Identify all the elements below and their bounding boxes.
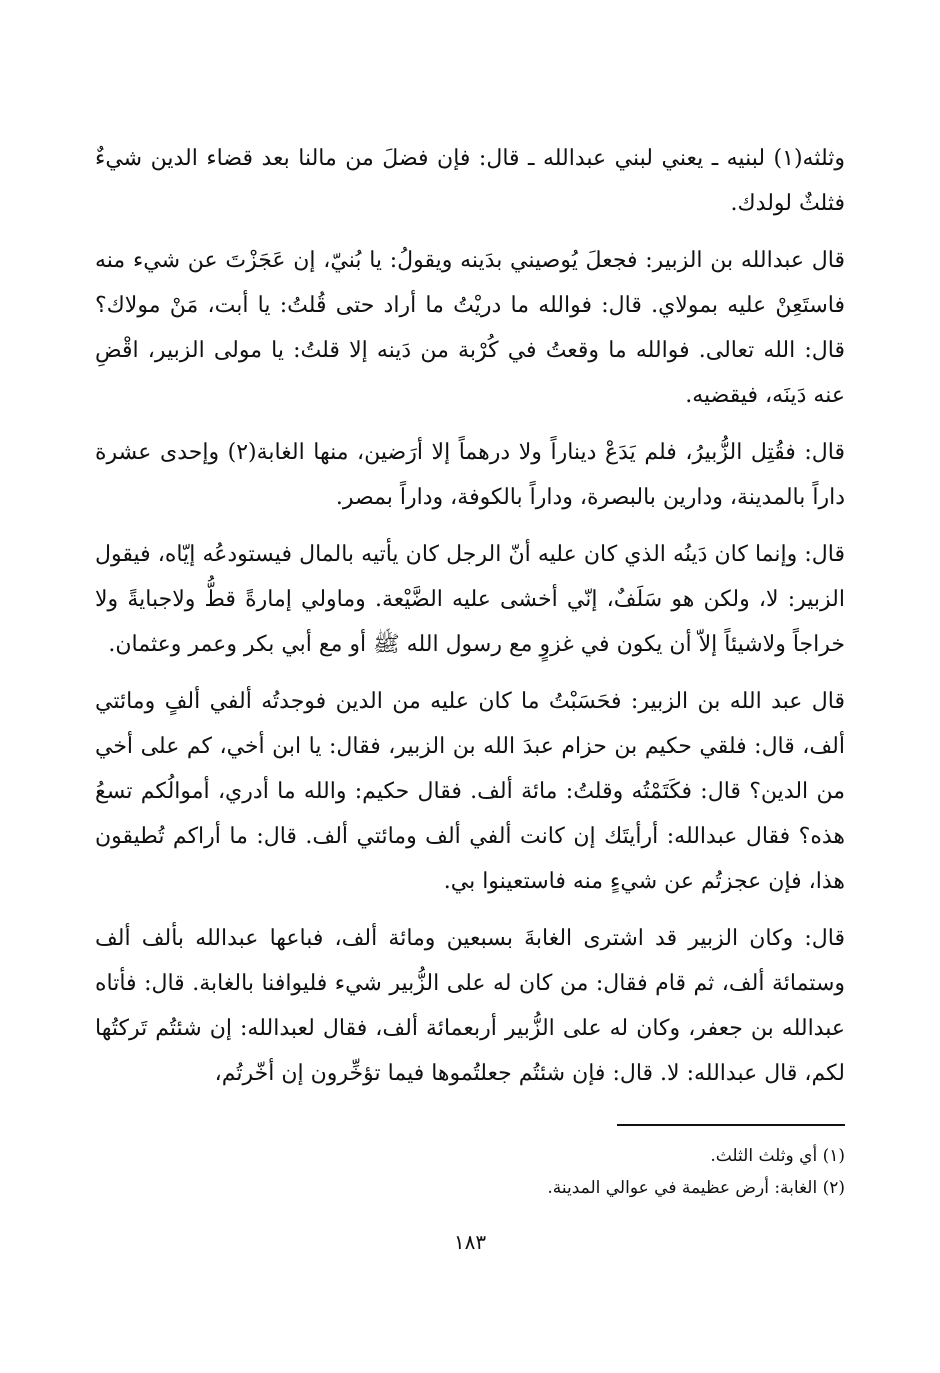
footnote: (٢) الغابة: أرض عظيمة في عوالي المدينة. [547, 1178, 845, 1198]
footnote: (١) أي وثلث الثلث. [710, 1146, 845, 1166]
main-text [95, 136, 845, 1108]
footnote-divider [617, 1124, 845, 1126]
paragraph: قال عبد الله بن الزبير: فحَسَبْتُ ما كان عليه من الدين فوجدتُه ألفي ألفٍ ومائتي ألف، قال: فلقي حكيم بن حزام عبدَ الله بن الزبير، فقال: يا ابن أخي، كم على أخي من الدين؟ قال: فكَتَمْتُه وقلتُ: مائة ألف. فقال حكيم: والله ما أدري، أموالُكم تسعُ هذه؟ فقال عبدالله: أرأيتَك إن كانت ألفي ألف ومائتي ألف. قال: ما أراكم تُطيقون هذا، فإن عجزتُم عن شيءٍ منه فاستعينوا بي. [95, 689, 845, 894]
paragraph: قال عبدالله بن الزبير: فجعلَ يُوصيني بدَينه ويقولُ: يا بُنيّ، إن عَجَزْتَ عن شيء منه فاستَعِنْ عليه بمولاي. قال: فوالله ما دريْتُ ما أراد حتى قُلتُ: يا أبت، مَنْ مولاك؟ قال: الله تعالى. فوالله ما وقعتُ في كُرْبة من دَينه إلا قلتُ: يا مولى الزبير، اقْضِ عنه دَينَه، فيقضيه. [95, 248, 845, 408]
page-number: ١٨٣ [453, 1230, 487, 1254]
paragraph: قال: وإنما كان دَينُه الذي كان عليه أنّ الرجل كان يأتيه بالمال فيستودعُه إيّاه، فيقول الزبير: لا، ولكن هو سَلَفٌ، إنّي أخشى عليه الضَّيْعة. وماولي إمارةً قطُّ ولاجبايةً ولا خراجاً ولاشيئاً إلاّ أن يكون في غزوٍ مع رسول الله ﷺ أو مع أبي بكر وعمر وعثمان. [95, 542, 845, 657]
footnotes [95, 1140, 845, 1204]
paragraph: قال: وكان الزبير قد اشترى الغابةَ بسبعين ومائة ألف، فباعها عبدالله بألف ألف وستمائة ألف، ثم قام فقال: من كان له على الزُّبير شيء فليوافنا بالغابة. قال: فأتاه عبدالله بن جعفر، وكان له على الزُّبير أربعمائة ألف، فقال لعبدالله: إن شئتُم تَركتُها لكم، قال عبدالله: لا. قال: فإن شئتُم جعلتُموها فيما تؤخِّرون إن أخّرتُم، [95, 926, 845, 1086]
paragraph: قال: فقُتِل الزُّبيرُ، فلم يَدَعْ ديناراً ولا درهماً إلا أرَضين، منها الغابة(٢) وإحدى عشرة داراً بالمدينة، ودارين بالبصرة، وداراً بالكوفة، وداراً بمصر. [95, 440, 845, 510]
paragraph: وثلثه(١) لبنيه ـ يعني لبني عبدالله ـ قال: فإن فضلَ من مالنا بعد قضاء الدين شيءٌ فثلثٌ لولدك. [95, 146, 845, 216]
